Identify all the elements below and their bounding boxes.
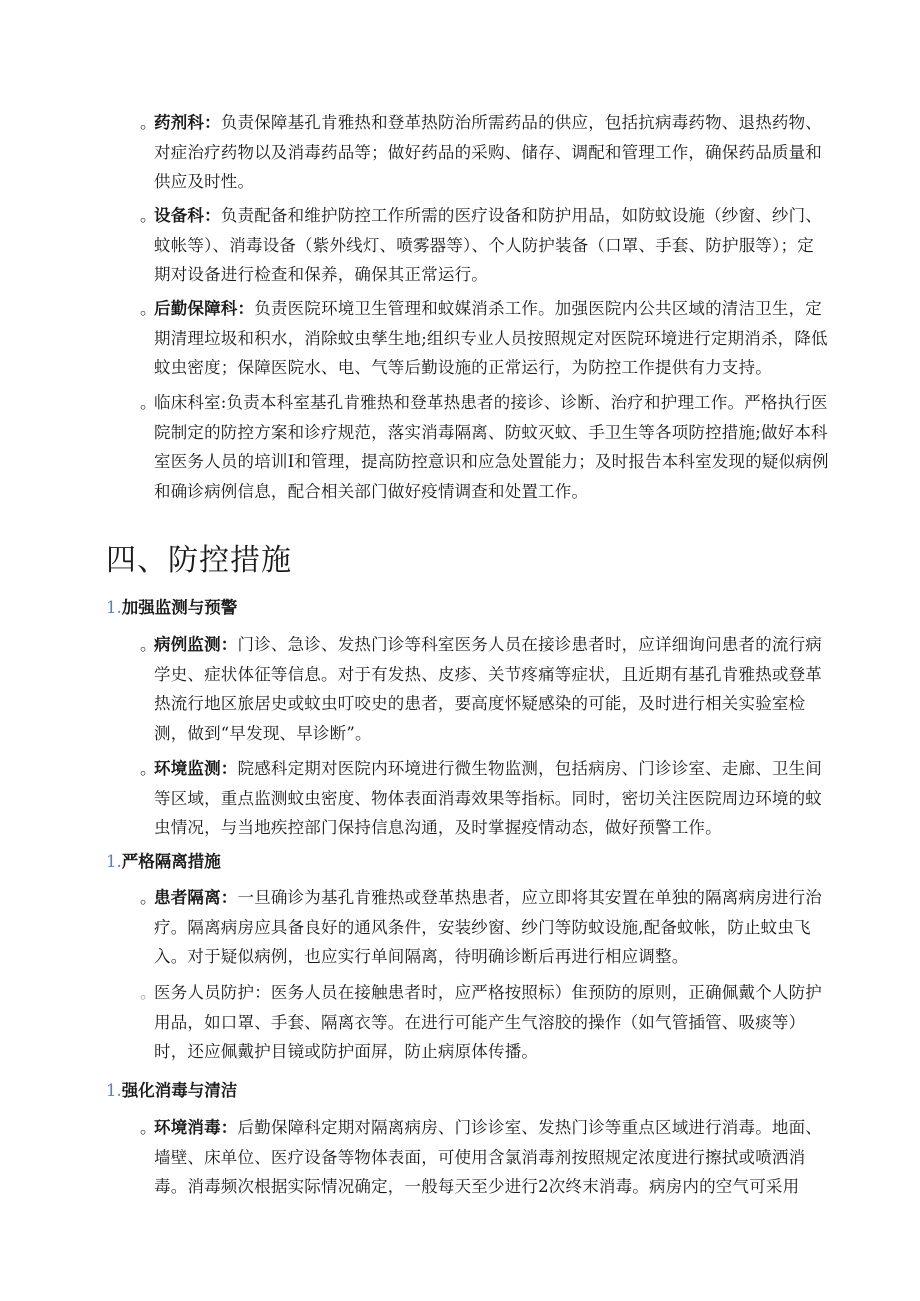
subsection-heading-isolation — [106, 850, 221, 874]
item-text: 负责配备和维护防控工作所需的医疗设备和防护用品，如防蚊设施（纱窗、纱门、蚊帐等）、消毒设备（紫外线灯、喷雾器等）、个人防护装备（口罩、手套、防护服等）；定期对设备进行检查和保养，确保其正常运行。 — [154, 206, 823, 284]
item-label: 环境监测： — [154, 759, 238, 778]
bullet: 。 — [140, 635, 157, 654]
list-item-clinical — [140, 388, 830, 506]
subsection-heading-monitoring — [106, 596, 237, 620]
bullet: 。 — [140, 888, 157, 907]
subsection-number: 1. — [106, 852, 122, 871]
subsection-title: 严格隔离措施 — [121, 852, 221, 871]
bullet: 。 — [140, 1118, 157, 1137]
item-label: 患者隔离： — [154, 888, 238, 907]
list-item-environment-monitoring — [140, 754, 830, 843]
item-label: 病例监测： — [154, 635, 238, 654]
list-item-equipment — [140, 201, 830, 290]
item-text: 医务人员防护：医务人员在接触患者时，应严格按照标）隹预防的原则，正确佩戴个人防护用品，如口罩、手套、隔离衣等。在进行可能产生气溶胶的操作（如气管插管、吸痰等）时，还应佩戴护目镜或防护面屏，防止病原体传播。 — [154, 983, 822, 1061]
subsection-title: 强化消毒与清洁 — [121, 1081, 238, 1100]
item-label: 设备科： — [154, 206, 221, 225]
list-item-logistics — [140, 294, 830, 383]
item-label: 药剂科： — [154, 113, 221, 132]
section-title: 四、防控措施 — [106, 543, 292, 578]
item-text: 临床科室:负责本科室基孔肯雅热和登革热患者的接诊、诊断、治疗和护理工作。严格执行医院制定的防控方案和诊疗规范，落实消毒隔离、防蚊灭蚊、手卫生等各项防控措施;做好本科室医务人员的培训I和管理，提高防控意识和应急处置能力；及时报告本科室发现的疑似病例和确诊病例信息，配合相关部门做好疫情调查和处置工作。 — [154, 393, 829, 501]
list-item-patient-isolation — [140, 883, 830, 972]
list-item-pharmacy — [140, 108, 830, 197]
list-item-environment-disinfection — [140, 1113, 830, 1202]
bullet: 。 — [140, 983, 157, 1002]
bullet: 。 — [140, 113, 157, 132]
bullet: 。 — [140, 206, 157, 225]
item-text: 负责医院环境卫生管理和蚊媒消杀工作。加强医院内公共区域的清洁卫生，定期清理垃圾和积水，消除蚊虫孳生地;组织专业人员按照规定对医院环境进行定期消杀，降低蚊虫密度；保障医院水、电、气等后勤设施的正常运行，为防控工作提供有力支持。 — [154, 299, 828, 377]
item-text: 负责保障基孔肯雅热和登革热防治所需药品的供应，包括抗病毒药物、退热药物、对症治疗药物以及消毒药品等；做好药品的采购、储存、调配和管理工作，确保药品质量和供应及时性。 — [154, 113, 823, 191]
bullet: 。 — [140, 299, 157, 318]
subsection-number: 1. — [106, 598, 122, 617]
subsection-heading-disinfection — [106, 1079, 237, 1103]
item-text: 门诊、急诊、发热门诊等科室医务人员在接诊患者时，应详细询问患者的流行病学史、症状体征等信息。对于有发热、皮疹、关节疼痛等症状，且近期有基孔肯雅热或登革热流行地区旅居史或蚊虫叮咬史的患者，要高度怀疑感染的可能，及时进行相关实验室检测，做到“早发现、早诊断”。 — [154, 635, 822, 743]
list-item-case-monitoring — [140, 630, 830, 748]
subsection-title: 加强监测与预警 — [121, 598, 238, 617]
item-text: 一旦确诊为基孔肯雅热或登革热患者，应立即将其安置在单独的隔离病房进行治疗。隔离病房应具备良好的通风条件，安装纱窗、纱门等防蚊设施,配备蚊帐，防止蚊虫飞入。对于疑似病例，也应实行单间隔离，待明确诊断后再进行相应调整。 — [154, 888, 822, 966]
list-item-staff-protection — [140, 978, 830, 1067]
item-text: 院感科定期对医院内环境进行微生物监测，包括病房、门诊诊室、走廊、卫生间等区域，重点监测蚊虫密度、物体表面消毒效果等指标。同时，密切关注医院周边环境的蚊虫情况，与当地疾控部门保持信息沟通，及时掌握疫情动态，做好预警工作。 — [154, 759, 822, 837]
item-label: 后勤保障科： — [154, 299, 255, 318]
item-label: 环境消毒： — [154, 1118, 238, 1137]
subsection-number: 1. — [106, 1081, 122, 1100]
bullet: 。 — [140, 759, 157, 778]
bullet: 。 — [140, 393, 157, 412]
item-text: 后勤保障科定期对隔离病房、门诊诊室、发热门诊等重点区域进行消毒。地面、墙壁、床单位、医疗设备等物体表面，可使用含氯消毒剂按照规定浓度进行擦拭或喷洒消毒。消毒频次根据实际情况确定，一般每天至少进行2次终末消毒。病房内的空气可采用 — [154, 1118, 822, 1196]
